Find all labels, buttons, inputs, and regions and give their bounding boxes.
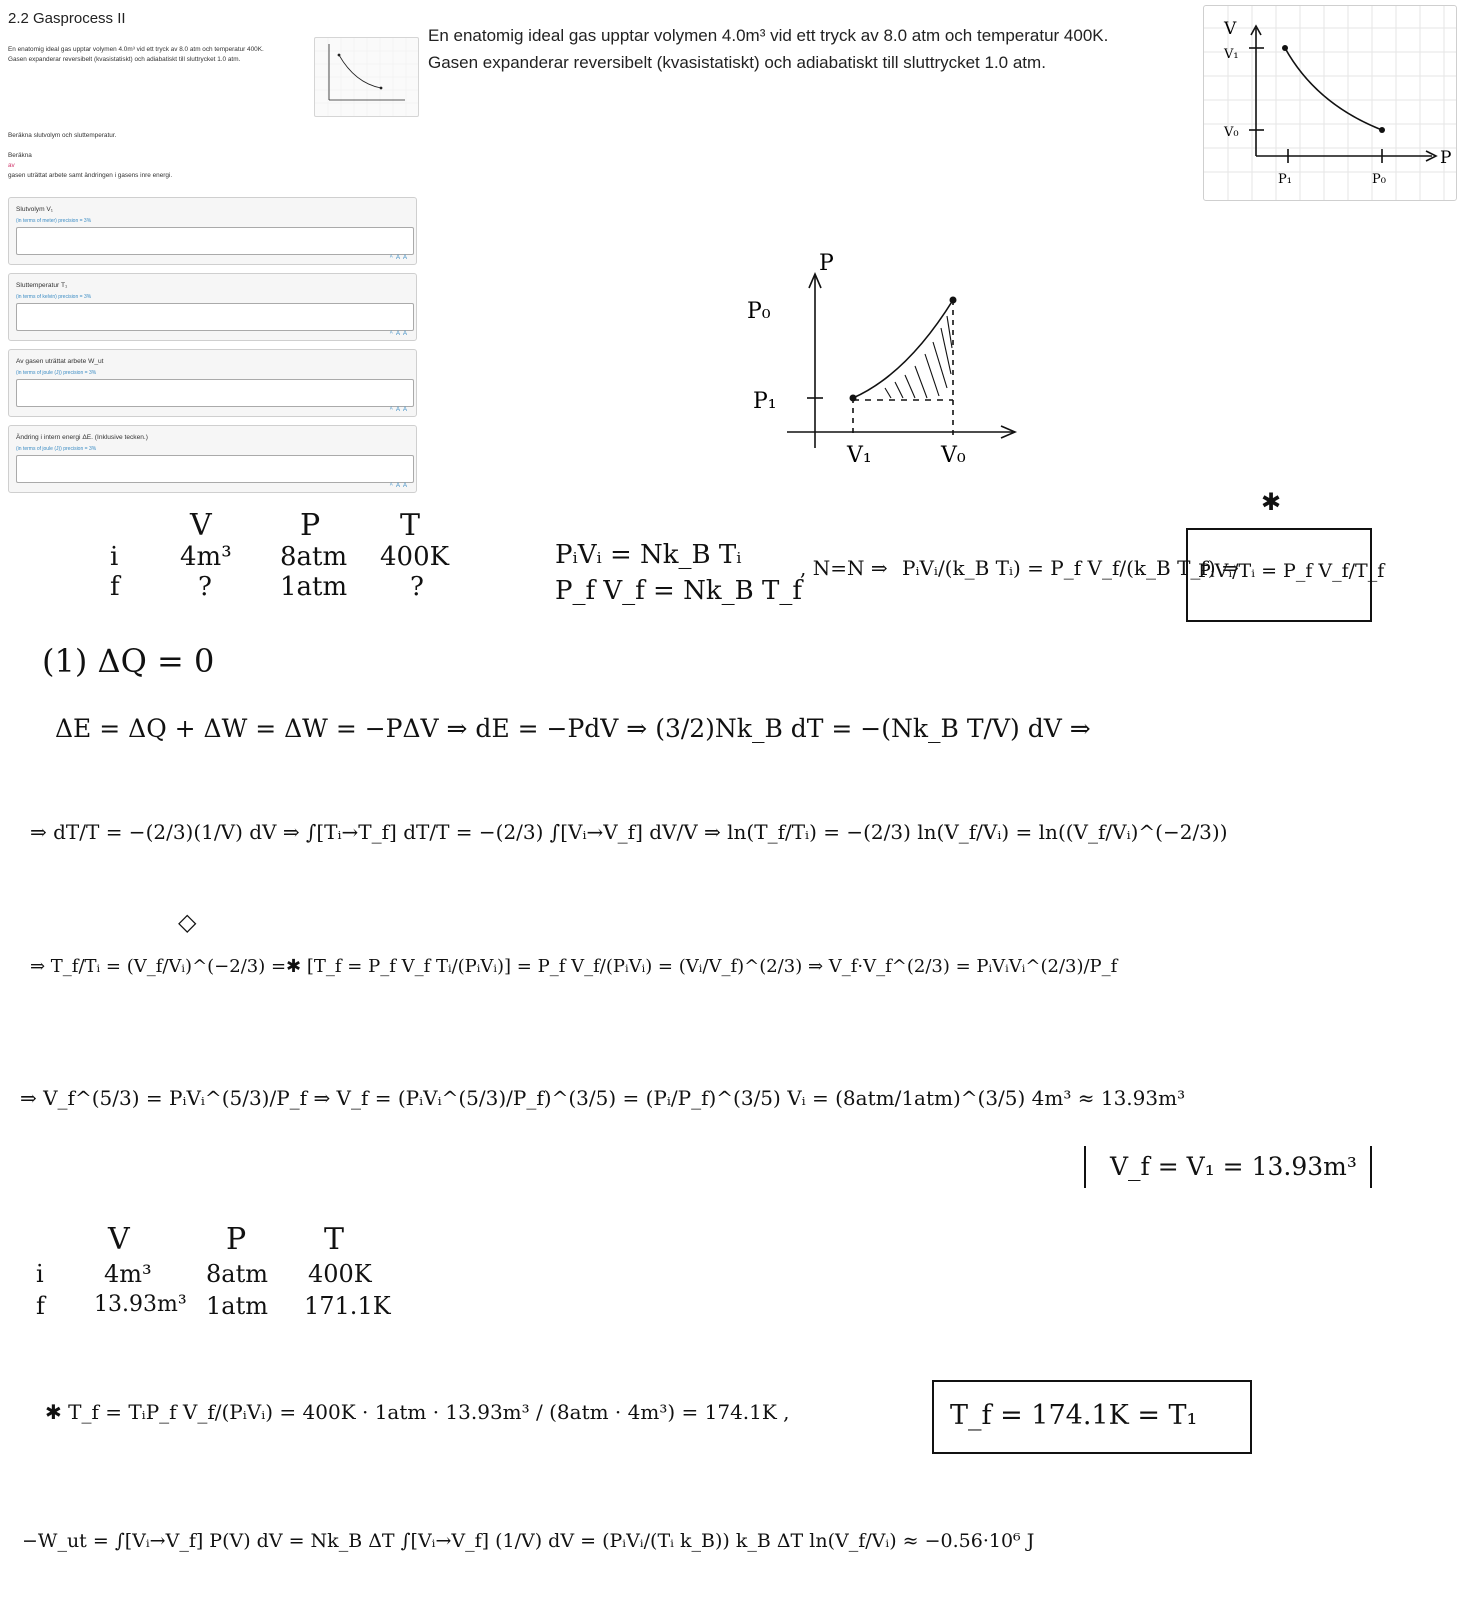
thumbnail-vp-diagram — [315, 38, 418, 116]
row-i: i — [36, 1260, 44, 1288]
work-derivation: −W_ut = ∫[Vᵢ→V_f] P(V) dV = Nk_B ΔT ∫[Vᵢ→V_f] (1/V) dV = (PᵢVᵢ/(Tᵢ k_B)) k_B ΔT ln(V_f/Vᵢ) ≈ −0.56·10⁶ J — [22, 1530, 1035, 1552]
work-input[interactable] — [16, 379, 414, 407]
boxed-final-temperature-text: T_f = 174.1K = T₁ — [950, 1400, 1198, 1431]
cell-it: 400K — [380, 542, 450, 572]
p-axis-label: P — [1440, 148, 1452, 168]
diamond-mark: ◇ — [178, 908, 197, 936]
font-size-toggle[interactable]: ᴬ A A — [389, 483, 408, 489]
final-temperature-input[interactable] — [16, 303, 414, 331]
cell-fv: 13.93m³ — [94, 1292, 187, 1317]
field-hint: (in terms of joule (J)) precision = 3% — [16, 370, 97, 376]
p0-label: P₀ — [1372, 172, 1386, 187]
sketch-p-axis-label: P — [819, 251, 834, 276]
question-1: Beräkna slutvolym och sluttemperatur. — [8, 132, 117, 139]
sketch-p1-label: P₁ — [753, 389, 777, 414]
cell-ip: 8atm — [280, 542, 348, 572]
col-v: V — [190, 508, 212, 543]
answer-card-final-temperature — [8, 273, 417, 341]
final-temperature-derivation: ✱ T_f = TᵢP_f V_f/(PᵢVᵢ) = 400K · 1atm · 13.93m³ / (8atm · 4m³) = 174.1K , — [45, 1400, 790, 1424]
p1-label: P₁ — [1278, 172, 1292, 187]
cell-fv: ? — [198, 572, 212, 602]
answer-card-internal-energy — [8, 425, 417, 493]
cell-iv: 4m³ — [180, 542, 232, 572]
internal-energy-input[interactable] — [16, 455, 414, 483]
question-2-c: gasen uträttat arbete samt ändringen i gasens inre energi. — [8, 172, 173, 179]
field-label: Av gasen uträttat arbete W_ut — [16, 358, 104, 365]
sketch-v1-label: V₁ — [847, 443, 872, 468]
eq-ideal-gas-initial: PᵢVᵢ = Nk_B Tᵢ — [555, 540, 742, 570]
page-title: 2.2 Gasprocess II — [8, 10, 126, 27]
temperature-volume-relation: ⇒ T_f/Tᵢ = (V_f/Vᵢ)^(−2/3) =✱ [T_f = P_f V_f Tᵢ/(PᵢVᵢ)] = P_f V_f/(PᵢVᵢ) = (Vᵢ/V_f)^(2/3) ⇒ V_f·V_f^(2/3) = PᵢVᵢVᵢ^(2/3)/P_f — [30, 956, 1118, 977]
cell-iv: 4m³ — [104, 1260, 152, 1288]
field-label: Sluttemperatur T₁ — [16, 282, 68, 289]
answer-card-final-volume — [8, 197, 417, 265]
cell-ft: ? — [410, 572, 424, 602]
boxed-final-volume-text: V_f = V₁ = 13.93m³ — [1110, 1152, 1357, 1181]
col-t: T — [400, 508, 421, 543]
font-size-toggle[interactable]: ᴬ A A — [389, 255, 408, 261]
cell-ip: 8atm — [206, 1260, 268, 1288]
row-f: f — [36, 1292, 45, 1320]
integral-equation: ⇒ dT/T = −(2/3)(1/V) dV ⇒ ∫[Tᵢ→T_f] dT/T = −(2/3) ∫[Vᵢ→V_f] dV/V ⇒ ln(T_f/Tᵢ) = −(2/3) ln(V_f/Vᵢ) = ln((V_f/Vᵢ)^(−2/3)) — [30, 820, 1228, 844]
eq-ratio: PᵢVᵢ/(k_B Tᵢ) = P_f V_f/(k_B T_f) ⇒ — [902, 556, 1239, 580]
cell-fp: 1atm — [280, 572, 348, 602]
cell-ft: 171.1K — [304, 1292, 391, 1320]
col-t: T — [324, 1222, 345, 1257]
v-axis-label: V — [1224, 19, 1237, 39]
sketch-v0-label: V₀ — [941, 443, 966, 468]
diagram-thumbnail[interactable] — [314, 37, 419, 117]
field-hint: (in terms of kelvin) precision = 3% — [16, 294, 92, 300]
problem-text-line-2: Gasen expanderar reversibelt (kvasistatiskt) och adiabatiskt till sluttrycket 1.0 atm. — [8, 56, 241, 63]
boxed-final-volume — [1084, 1146, 1372, 1188]
state-table-initial — [100, 508, 480, 608]
field-hint: (in terms of joule (J)) precision = 3% — [16, 446, 97, 452]
answer-card-work — [8, 349, 417, 417]
field-hint: (in terms of meter) precision = 3% — [16, 218, 92, 224]
eq-n-equals-n: , N=N ⇒ — [800, 556, 888, 580]
question-2 — [8, 151, 172, 181]
boxed-ratio — [1186, 528, 1385, 622]
vp-diagram — [1203, 5, 1457, 201]
step-1-heat: (1) ΔQ = 0 — [42, 642, 215, 680]
statement-enlarged — [428, 22, 1188, 76]
statement-line-2: Gasen expanderar reversibelt (kvasistatiskt) och adiabatiskt till sluttrycket 1.0 atm. — [428, 53, 1046, 72]
v0-label: V₀ — [1224, 125, 1239, 140]
boxed-final-temperature — [932, 1380, 1252, 1454]
col-p: P — [300, 508, 321, 543]
question-2-b: av — [8, 162, 15, 169]
state-table-final — [26, 1222, 426, 1332]
field-label: Slutvolym V₁ — [16, 206, 54, 213]
font-size-toggle[interactable]: ᴬ A A — [389, 331, 408, 337]
final-volume-derivation: ⇒ V_f^(5/3) = PᵢVᵢ^(5/3)/P_f ⇒ V_f = (PᵢVᵢ^(5/3)/P_f)^(3/5) = (Pᵢ/P_f)^(3/5) Vᵢ = (8atm/1atm)^(3/5) 4m³ ≈ 13.93m³ — [20, 1086, 1186, 1110]
problem-text — [8, 45, 308, 65]
energy-equation: ΔE = ΔQ + ΔW = ΔW = −PΔV ⇒ dE = −PdV ⇒ (3/2)Nk_B dT = −(Nk_B T/V) dV ⇒ — [55, 714, 1091, 743]
final-volume-input[interactable] — [16, 227, 414, 255]
font-size-toggle[interactable]: ᴬ A A — [389, 407, 408, 413]
row-f: f — [110, 572, 120, 602]
sketch-p0-label: P₀ — [747, 299, 771, 324]
field-label: Ändring i intern energi ΔE. (Inklusive tecken.) — [16, 434, 148, 441]
col-p: P — [226, 1222, 247, 1257]
statement-line-1: En enatomig ideal gas upptar volymen 4.0m³ vid ett tryck av 8.0 atm och temperatur 400K. — [428, 26, 1109, 45]
row-i: i — [110, 542, 119, 572]
problem-text-line-1: En enatomig ideal gas upptar volymen 4.0m³ vid ett tryck av 8.0 atm och temperatur 400K. — [8, 46, 264, 53]
pv-sketch — [735, 248, 1025, 483]
star-mark: ✱ — [1261, 488, 1282, 516]
boxed-ratio-text: PᵢVᵢ/Tᵢ = P_f V_f/T_f — [1198, 560, 1385, 582]
eq-ideal-gas-final: P_f V_f = Nk_B T_f — [555, 576, 802, 606]
v1-label: V₁ — [1224, 47, 1239, 62]
cell-fp: 1atm — [206, 1292, 268, 1320]
question-2-a: Beräkna — [8, 152, 32, 159]
col-v: V — [108, 1222, 130, 1257]
cell-it: 400K — [308, 1260, 372, 1288]
